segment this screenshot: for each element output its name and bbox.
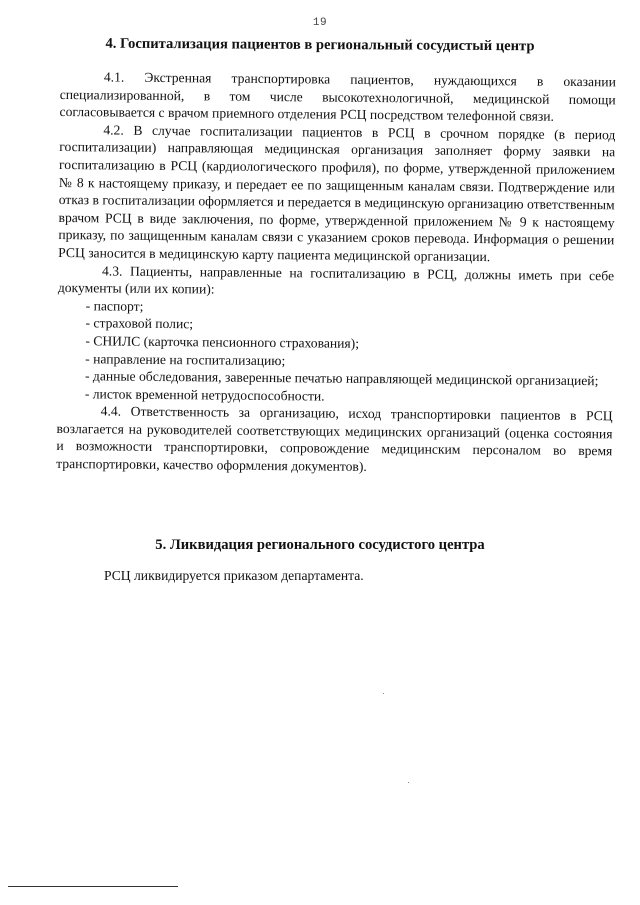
section-4-body [56,68,616,478]
document-list-item-sick-leave: - листок временной нетрудоспособности. [84,385,325,404]
document-list-item-insurance: - страховой полис; [85,315,194,332]
paragraph-4-4: 4.4. Ответственность за организацию, исход транспортировки пациентов в РСЦ возлагается на руководителей соответствующих медицинских организаций (оценка состояния и возможности транспортировки, сопровождение медицинским персоналом во время транспортировки, качество оформления документов). [56,403,613,475]
page-number: 19 [312,17,328,29]
section-4-heading: 4. Госпитализация пациентов в региональный сосудистый центр [105,35,535,55]
paragraph-4-3: 4.3. Пациенты, направленные на госпитализацию в РСЦ, должны иметь при себе документы (или их копии): [57,262,615,297]
document-list-item-referral: - направление на госпитализацию; [85,350,286,368]
document-list-item-passport: - паспорт; [85,297,144,314]
scan-speck [408,782,409,783]
paragraph-5-1: РСЦ ликвидируется приказом департамента. [104,568,364,583]
footnote-separator-line [8,886,178,887]
scan-speck [383,693,384,694]
paragraph-4-1: 4.1. Экстренная транспортировка пациентов, нуждающихся в оказании специализированной, в том числе высокотехнологичной, медицинской помощи согласовывается с врачом приемного отделения РСЦ посредством телефонной связи. [59,69,616,124]
section-5-heading: 5. Ликвидация регионального сосудистого центра [155,537,485,553]
document-list-item-examination: - данные обследования, заверенные печатью направляющей медицинской организацией; [84,368,599,389]
paragraph-4-2: 4.2. В случае госпитализации пациентов в РСЦ в срочном порядке (в период госпитализации) направляющая медицинская организация заполняет форму заявки на госпитализацию в РСЦ (кардиологического профиля), по форме, утвержденной приложением № 8 к настоящему приказу, и передает ее по защищенным каналам связи. Подтверждение или отказ в госпитализации оформляется и передается в медицинскую организацию ответственным врачом РСЦ в виде заключения, по форме, утвержденной приложением № 9 к настоящему приказу, по защищенным каналам связи с указанием сроков перевода. Информация о решении РСЦ заносится в медицинскую карту пациента медицинской организации. [58,122,616,265]
document-list-item-snils: - СНИЛС (карточка пенсионного страхования); [85,333,360,351]
section-5-body [60,567,616,585]
